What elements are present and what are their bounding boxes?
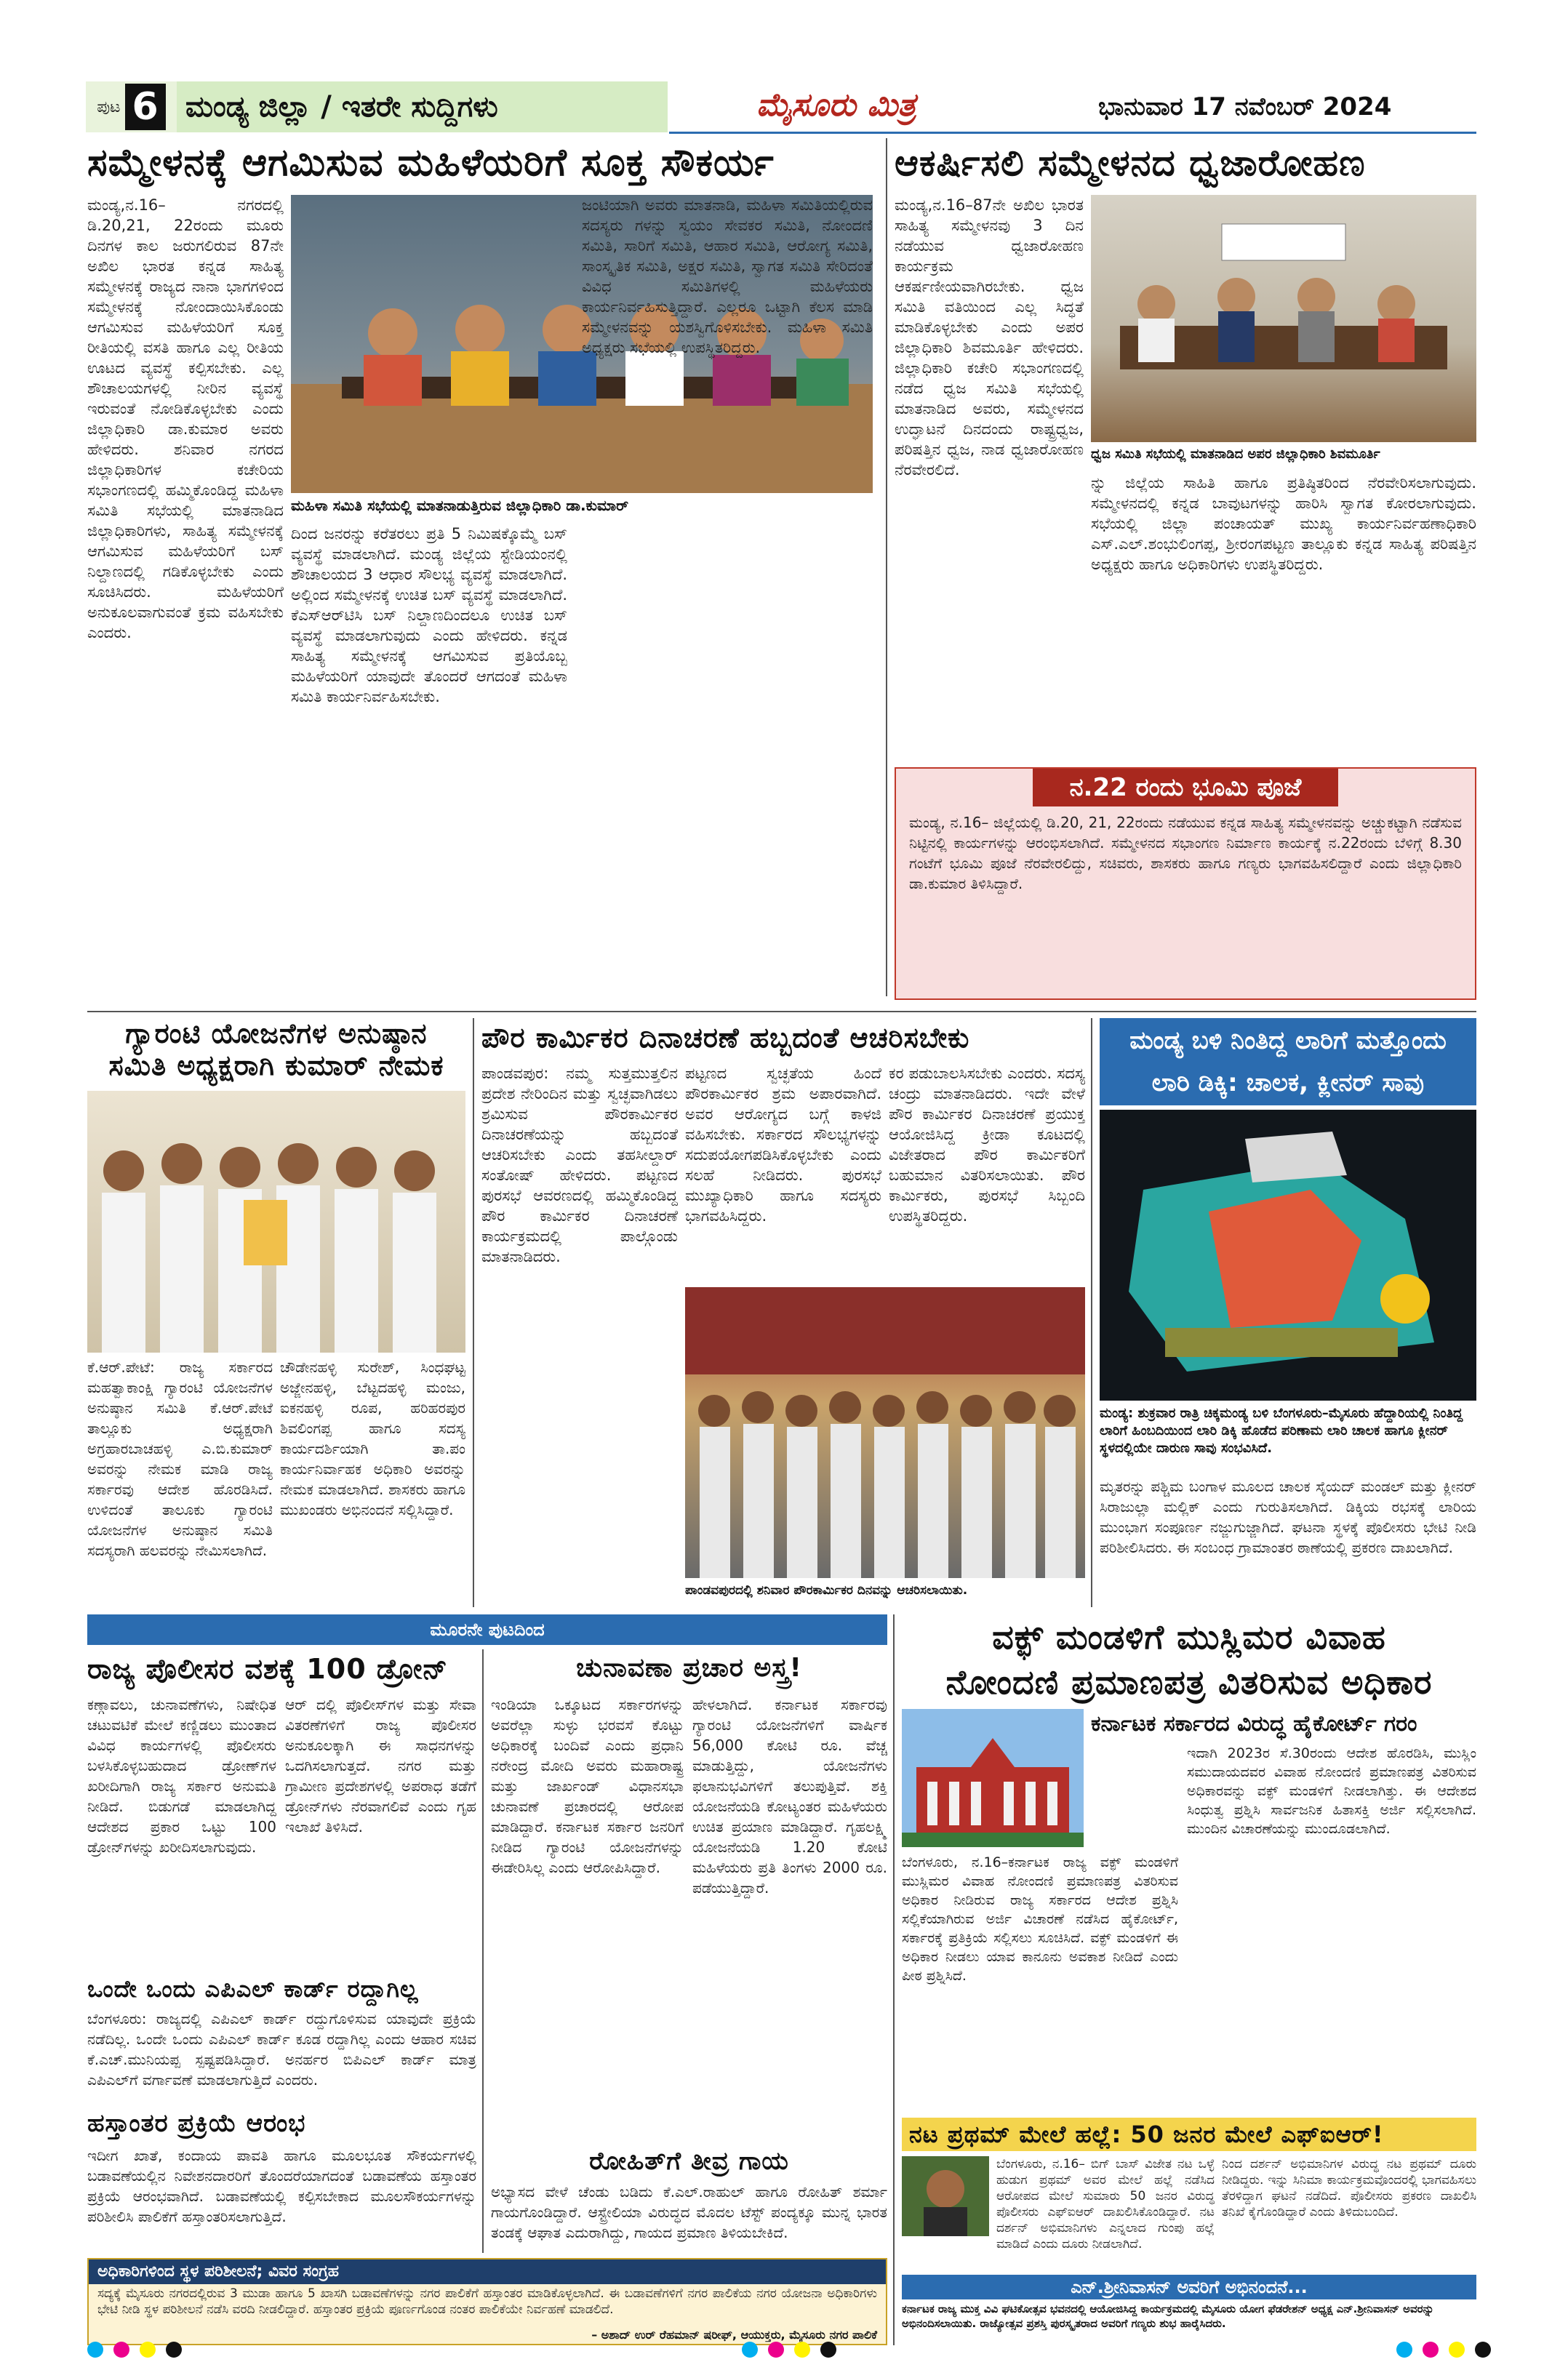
flag-meeting-graphic [1091,195,1476,442]
quote-box-body: ಸದ್ಯಕ್ಕೆ ಮೈಸೂರು ನಗರದಲ್ಲಿರುವ 3 ಮುಡಾ ಹಾಗೂ 5 ಖಾಸಗಿ ಬಡಾವಣೆಗಳನ್ನು ನಗರ ಪಾಲಿಕೆಗೆ ಹಸ್ತಾಂತರ ಮಾಡಿಕೊಳ್ಳಲಾಗಿದೆ. ಈ ಬಡಾವಣೆಗಳಿಗೆ ನಗರ ಪಾಲಿಕೆಯ ನಗರ ಯೋಜನಾ ಅಧಿಕಾರಿಗಳು ಭೇಟಿ ನೀಡಿ ಸ್ಥಳ ಪರಿಶೀಲನೆ ನಡೆಸಿ ವರದಿ ನೀಡಲಿದ್ದಾರೆ. ಹಸ್ತಾಂತರ ಪ್ರಕ್ರಿಯೆ ಪೂರ್ಣಗೊಂಡ ನಂತರ ಪಾಲಿಕೆಯೇ ನಿರ್ವಹಣೆ ಮಾಡಲಿದೆ. [97,2286,877,2317]
column-divider [482,1649,484,2253]
story1-column-3: ಜಂಟಿಯಾಗಿ ಅವರು ಮಾತನಾಡಿ, ಮಹಿಳಾ ಸಮಿತಿಯಲ್ಲಿರುವ ಸದಸ್ಯರು ಗಳನ್ನು ಸ್ವಯಂ ಸೇವಕರ ಸಮಿತಿ, ನೋಂದಣಿ ಸಮಿತಿ, ಸಾರಿಗೆ ಸಮಿತಿ, ಆಹಾರ ಸಮಿತಿ, ಆರೋಗ್ಯ ಸಮಿತಿ, ಸಾಂಸ್ಕೃತಿಕ ಸಮಿತಿ, ಅಕ್ಷರ ಸಮಿತಿ, ಸ್ವಾಗತ ಸಮಿತಿ ಸೇರಿದಂತೆ ವಿವಿಧ ಸಮಿತಿಗಳಲ್ಲಿ ಮಹಿಳೆಯರು ಕಾರ್ಯನಿರ್ವಹಿಸುತ್ತಿದ್ದಾರೆ. ಎಲ್ಲರೂ ಒಟ್ಟಾಗಿ ಕೆಲಸ ಮಾಡಿ ಸಮ್ಮೇಳನವನ್ನು ಯಶಸ್ವಿಗೊಳಿಸಬೇಕು. ಮಹಿಳಾ ಸಮಿತಿ ಅಧ್ಯಕ್ಷರು ಸಭೆಯಲ್ಲಿ ಉಪಸ್ಥಿತರಿದ್ದರು. [582,196,873,356]
column-divider [886,138,887,996]
column-divider [473,1018,474,1607]
story1-column-2: ದಿಂದ ಜನರನ್ನು ಕರೆತರಲು ಪ್ರತಿ 5 ನಿಮಿಷಕ್ಕೊಮ್ಮೆ ಬಸ್ ವ್ಯವಸ್ಥೆ ಮಾಡಲಾಗಿದೆ. ಮಂಡ್ಯ ಜಿಲ್ಲೆಯ ಸ್ಟೇಡಿಯಂನಲ್ಲಿ ಶೌಚಾಲಯದ 3 ಆಧಾರ ಸೌಲಭ್ಯ ವ್ಯವಸ್ಥೆ ಮಾಡಲಾಗಿದೆ. ಅಲ್ಲಿಂದ ಸಮ್ಮೇಳನಕ್ಕೆ ಉಚಿತ ಬಸ್ ವ್ಯವಸ್ಥೆ ಮಾಡಲಾಗಿದೆ. ಕೆಎಸ್‌ಆರ್‌ಟಿಸಿ ಬಸ್ ನಿಲ್ದಾಣದಿಂದಲೂ ಉಚಿತ ಬಸ್ ವ್ಯವಸ್ಥೆ ಮಾಡಲಾಗುವುದು ಎಂದು ಹೇಳಿದರು. ಕನ್ನಡ ಸಾಹಿತ್ಯ ಸಮ್ಮೇಳನಕ್ಕೆ ಆಗಮಿಸುವ ಪ್ರತಿಯೊಬ್ಬ ಮಹಿಳೆಯರಿಗೆ ಯಾವುದೇ ತೊಂದರೆ ಆಗದಂತೆ ಮಹಿಳಾ ಸಮಿತಿ ಕಾರ್ಯನಿರ್ವಹಿಸಬೇಕು. [291,525,567,705]
headline-waqf-marriage [902,1614,1476,1705]
registration-dots-center [742,2342,836,2358]
story4-column-1: ಪಾಂಡವಪುರ: ನಮ್ಮ ಸುತ್ತಮುತ್ತಲಿನ ಪ್ರದೇಶ ನೇರಿಂದಿನ ಮತ್ತು ಸ್ವಚ್ಛವಾಗಿಡಲು ಶ್ರಮಿಸುವ ಪೌರಕಾರ್ಮಿಕರ ದಿನಾಚರಣೆಯನ್ನು ಹಬ್ಬದಂತೆ ಆಚರಿಸಬೇಕು ಎಂದು ತಹಸೀಲ್ದಾರ್ ಸಂತೋಷ್ ಹೇಳಿದರು. ಪಟ್ಟಣದ ಪುರಸಭೆ ಆವರಣದಲ್ಲಿ ಹಮ್ಮಿಕೊಂಡಿದ್ದ ಪೌರ ಕಾರ್ಮಿಕರ ದಿನಾಚರಣೆ ಕಾರ್ಯಕ್ರಮದಲ್ಲಿ ಪಾಲ್ಗೊಂಡು ಮಾತನಾಡಿದರು. [481,1065,678,1265]
pourakarmika-photo-graphic [685,1287,1085,1578]
registration-dot [742,2342,758,2358]
story1-column-1: ಮಂಡ್ಯ,ನ.16– ನಗರದಲ್ಲಿ ಡಿ.20,21, 22ರಂದು ಮೂರು ದಿನಗಳ ಕಾಲ ಜರುಗಲಿರುವ 87ನೇ ಅಖಿಲ ಭಾರತ ಕನ್ನಡ ಸಾಹಿತ್ಯ ಸಮ್ಮೇಳನಕ್ಕೆ ರಾಜ್ಯದ ನಾನಾ ಭಾಗಗಳಿಂದ ಸಮ್ಮೇಳನಕ್ಕೆ ನೋಂದಾಯಿಸಿಕೊಂಡು ಆಗಮಿಸುವ ಮಹಿಳೆಯರಿಗೆ ಸೂಕ್ತ ರೀತಿಯಲ್ಲಿ ವಸತಿ ಹಾಗೂ ಎಲ್ಲ ರೀತಿಯ ಊಟದ ವ್ಯವಸ್ಥೆ ಕಲ್ಪಿಸಬೇಕು. ಎಲ್ಲ ಶೌಚಾಲಯಗಳಲ್ಲಿ ನೀರಿನ ವ್ಯವಸ್ಥೆ ಇರುವಂತೆ ನೋಡಿಕೊಳ್ಳಬೇಕು ಎಂದು ಜಿಲ್ಲಾಧಿಕಾರಿ ಡಾ.ಕುಮಾರ ಅವರು ಹೇಳಿದರು. ಶನಿವಾರ ನಗರದ ಜಿಲ್ಲಾಧಿಕಾರಿಗಳ ಕಚೇರಿಯ ಸಭಾಂಗಣದಲ್ಲಿ ಹಮ್ಮಿಕೊಂಡಿದ್ದ ಮಹಿಳಾ ಸಮಿತಿ ಸಭೆಯಲ್ಲಿ ಮಾತನಾಡಿದ ಜಿಲ್ಲಾಧಿಕಾರಿಗಳು, ಸಾಹಿತ್ಯ ಸಮ್ಮೇಳನಕ್ಕೆ ಆಗಮಿಸುವ ಮಹಿಳೆಯರಿಗೆ ಬಸ್ ನಿಲ್ದಾಣದಲ್ಲಿ ಗಡಿಕೊಳ್ಳಬೇಕು ಎಂದು ಸೂಚಿಸಿದರು. ಮಹಿಳೆಯರಿಗೆ ಅನುಕೂಲವಾಗುವಂತೆ ಕ್ರಮ ವಹಿಸಬೇಕು ಎಂದರು. [87,196,284,641]
registration-dot [1423,2342,1439,2358]
registration-dot [166,2342,182,2358]
headline-handover-process: ಹಸ್ತಾಂತರ ಪ್ರಕ್ರಿಯೆ ಆರಂಭ [87,2109,306,2138]
mooraneya-banner [87,1614,887,1645]
story12-column-2: ನಿಂದ ದರ್ಶನ್ ಅಭಿಮಾನಿಗಳ ವಿರುದ್ಧ ನಟ ಪ್ರಥಮ್ ದೂರು ನೀಡಿದ್ದರು. ಇನ್ನು ಸಿನಿಮಾ ಕಾರ್ಯಕ್ರಮವೊಂದರಲ್ಲಿ ಭಾಗವಹಿಸಲು ತೆರಳಿದ್ದಾಗ ಘಟನೆ ನಡೆದಿದೆ. ಪೊಲೀಸರು ಪ್ರಕರಣ ದಾಖಲಿಸಿ ತನಿಖೆ ಕೈಗೊಂಡಿದ್ದಾರೆ ಎಂದು ತಿಳಿದುಬಂದಿದೆ. [1222,2157,1476,2219]
quote-box-title: ಅಧಿಕಾರಿಗಳಿಂದ ಸ್ಥಳ ಪರಿಶೀಲನೆ; ವಿವರ ಸಂಗ್ರಹ [89,2259,886,2284]
story8-body: ಇದೀಗ ಖಾತೆ, ಕಂದಾಯ ಪಾವತಿ ಹಾಗೂ ಮೂಲಭೂತ ಸೌಕರ್ಯಗಳಲ್ಲಿ ಬಡಾವಣೆಯಲ್ಲಿನ ನಿವೇಶನದಾರರಿಗೆ ತೊಂದರೆಯಾಗದಂತೆ ಬಡಾವಣೆಯ ಹಸ್ತಾಂತರ ಪ್ರಕ್ರಿಯೆ ಆರಂಭವಾಗಿದೆ. ಬಡಾವಣೆಯಲ್ಲಿ ಕಲ್ಪಿಸಬೇಕಾದ ಮೂಲಸೌಕರ್ಯಗಳನ್ನು ಪರಿಶೀಲಿಸಿ ಪಾಲಿಕೆಗೆ ಹಸ್ತಾಂತರಿಸಲಾಗುತ್ತಿದೆ. [87,2147,476,2225]
headline-flag-hoisting: ಆಕರ್ಷಿಸಲಿ ಸಮ್ಮೇಳನದ ಧ್ವಜಾರೋಹಣ [895,142,1366,184]
story9-column-2: ಹೇಳಲಾಗಿದೆ. ಕರ್ನಾಟಕ ಸರ್ಕಾರವು ಗ್ಯಾರಂಟಿ ಯೋಜನೆಗಳಿಗೆ ವಾರ್ಷಿಕ 56,000 ಕೋಟಿ ರೂ. ವೆಚ್ಚ ಮಾಡುತ್ತಿದ್ದು, ಯೋಜನೆಗಳು ಫಲಾನುಭವಿಗಳಿಗೆ ತಲುಪುತ್ತಿವೆ. ಶಕ್ತಿ ಯೋಜನೆಯಡಿ ಕೋಟ್ಯಂತರ ಮಹಿಳೆಯರು ಉಚಿತ ಪ್ರಯಾಣ ಮಾಡಿದ್ದಾರೆ. ಗೃಹಲಕ್ಷ್ಮಿ ಯೋಜನೆಯಡಿ 1.20 ಕೋಟಿ ಮಹಿಳೆಯರು ಪ್ರತಿ ತಿಂಗಳು 2000 ರೂ. ಪಡೆಯುತ್ತಿದ್ದಾರೆ. [692,1696,887,1897]
page-number-badge [86,81,177,132]
bhoomi-pooja-body: ಮಂಡ್ಯ, ನ.16– ಜಿಲ್ಲೆಯಲ್ಲಿ ಡಿ.20, 21, 22ರಂದು ನಡೆಯುವ ಕನ್ನಡ ಸಾಹಿತ್ಯ ಸಮ್ಮೇಳನವನ್ನು ಅಚ್ಚುಕಟ್ಟಾಗಿ ನಡೆಸುವ ನಿಟ್ಟಿನಲ್ಲಿ ಕಾರ್ಯಗಳನ್ನು ಆರಂಭಿಸಲಾಗಿದೆ. ಸಮ್ಮೇಳನದ ಸಭಾಂಗಣ ನಿರ್ಮಾಣ ಕಾರ್ಯಕ್ಕೆ ನ.22ರಂದು ಬೆಳಿಗ್ಗೆ 8.30 ಗಂಟೆಗೆ ಭೂಮಿ ಪೂಜೆ ನೆರವೇರಲಿದ್ದು, ಸಚಿವರು, ಶಾಸಕರು ಹಾಗೂ ಗಣ್ಯರು ಭಾಗವಹಿಸಲಿದ್ದಾರೆ ಎಂದು ಜಿಲ್ಲಾಧಿಕಾರಿ ಡಾ.ಕುಮಾರ ತಿಳಿಸಿದ್ದಾರೆ. [909,814,1462,892]
registration-dot [1475,2342,1491,2358]
story3-column-1: ಕೆ.ಆರ್.ಪೇಟೆ: ರಾಜ್ಯ ಸರ್ಕಾರದ ಮಹತ್ವಾಕಾಂಕ್ಷಿ ಗ್ಯಾರಂಟಿ ಯೋಜನೆಗಳ ಅನುಷ್ಠಾನ ಸಮಿತಿ ಕೆ.ಆರ್.ಪೇಟೆ ತಾಲ್ಲೂಕು ಅಧ್ಯಕ್ಷರಾಗಿ ಅಗ್ರಹಾರಬಾಚಹಳ್ಳಿ ಎ.ಬಿ.ಕುಮಾರ್ ಅವರನ್ನು ನೇಮಕ ಮಾಡಿ ರಾಜ್ಯ ಸರ್ಕಾರವು ಆದೇಶ ಹೊರಡಿಸಿದೆ. ಉಳಿದಂತೆ ತಾಲೂಕು ಗ್ಯಾರಂಟಿ ಯೋಜನೆಗಳ ಅನುಷ್ಠಾನ ಸಮಿತಿ ಸದಸ್ಯರಾಗಿ ಹಲವರನ್ನು ನೇಮಿಸಲಾಗಿದೆ. [87,1358,273,1559]
story9-column-1: ಇಂಡಿಯಾ ಒಕ್ಕೂಟದ ಸರ್ಕಾರಗಳನ್ನು ಅವರೆಲ್ಲಾ ಸುಳ್ಳು ಭರವಸೆ ಕೊಟ್ಟು ಅಧಿಕಾರಕ್ಕೆ ಬಂದಿವೆ ಎಂದು ಪ್ರಧಾನಿ ನರೇಂದ್ರ ಮೋದಿ ಅವರು ಮಹಾರಾಷ್ಟ್ರ ಮತ್ತು ಜಾರ್ಖಂಡ್ ವಿಧಾನಸಭಾ ಚುನಾವಣೆ ಪ್ರಚಾರದಲ್ಲಿ ಆರೋಪ ಮಾಡಿದ್ದಾರೆ. ಕರ್ನಾಟಕ ಸರ್ಕಾರ ಜನರಿಗೆ ನೀಡಿದ ಗ್ಯಾರಂಟಿ ಯೋಜನೆಗಳನ್ನು ಈಡೇರಿಸಿಲ್ಲ ಎಂದು ಆರೋಪಿಸಿದ್ದಾರೆ. [491,1696,684,1876]
registration-dot [1449,2342,1465,2358]
high-court-graphic [902,1709,1084,1847]
photo-caption-flag-committee: ಧ್ವಜ ಸಮಿತಿ ಸಭೆಯಲ್ಲಿ ಮಾತನಾಡಿದ ಅಪರ ಜಿಲ್ಲಾಧಿಕಾರಿ ಶಿವಮೂರ್ತಿ [1091,447,1380,462]
photo-pourakarmika-group [685,1287,1085,1578]
actor-portrait-graphic [902,2156,989,2236]
photo-guarantee-group [87,1091,465,1353]
story11-column-2: ಇದಾಗಿ 2023ರ ಸೆ.30ರಂದು ಆದೇಶ ಹೊರಡಿಸಿ, ಮುಸ್ಲಿಂ ಸಮುದಾಯದವರ ವಿವಾಹ ನೋಂದಣಿ ಪ್ರಮಾಣಪತ್ರ ವಿತರಿಸುವ ಅಧಿಕಾರವನ್ನು ವಕ್ಫ್ ಮಂಡಳಿಗೆ ನೀಡಲಾಗಿತ್ತು. ಈ ಆದೇಶದ ಸಿಂಧುತ್ವ ಪ್ರಶ್ನಿಸಿ ಸಾರ್ವಜನಿಕ ಹಿತಾಸಕ್ತಿ ಅರ್ಜಿ ಸಲ್ಲಿಸಲಾಗಿದೆ. ಮುಂದಿನ ವಿಚಾರಣೆಯನ್ನು ಮುಂದೂಡಲಾಗಿದೆ. [1187,1745,1476,1837]
registration-dots-right [1396,2342,1491,2358]
headline-line-1: ವಕ್ಫ್ ಮಂಡಳಿಗೆ ಮುಸ್ಲಿಮರ ವಿವಾಹ [992,1617,1386,1657]
page-label: ಪುಟ [97,97,121,116]
bhoomi-pooja-headline: ನ.22 ರಂದು ಭೂಮಿ ಪೂಜೆ [1033,769,1338,806]
photo-caption-women-committee: ಮಹಿಳಾ ಸಮಿತಿ ಸಭೆಯಲ್ಲಿ ಮಾತನಾಡುತ್ತಿರುವ ಜಿಲ್ಲಾಧಿಕಾರಿ ಡಾ.ಕುಮಾರ್ [291,497,629,514]
column-divider [1091,1018,1092,1607]
photo-caption-pourakarmika: ಪಾಂಡವಪುರದಲ್ಲಿ ಶನಿವಾರ ಪೌರಕಾರ್ಮಿಕರ ದಿನವನ್ನು ಆಚರಿಸಲಾಯಿತು. [685,1583,968,1598]
registration-dot [87,2342,103,2358]
quote-box-signature: – ಅಶಾದ್ ಉರ್ ರೆಹಮಾನ್ ಷರೀಫ್, ಆಯುಕ್ತರು, ಮೈಸೂರು ನಗರ ಪಾಲಿಕೆ [591,2328,877,2342]
registration-dot [140,2342,156,2358]
header-rule [669,132,1476,134]
section-divider [87,1011,1476,1012]
officer-quote-box [87,2258,887,2345]
headline-election-weapon: ಚುನಾವಣಾ ಪ್ರಚಾರ ಅಸ್ತ್ರ! [576,1653,802,1683]
story3-column-2: ಚೌಡೇನಹಳ್ಳಿ ಸುರೇಶ್, ಸಿಂಧಘಟ್ಟ ಅಜ್ಜೇನಹಳ್ಳಿ, ಬೆಟ್ಟದಹಳ್ಳಿ ಮಂಜು, ಐಕನಹಳ್ಳಿ ರೂಪ, ಹರಿಹರಪುರ ಶಿವಲಿಂಗಪ್ಪ ಹಾಗೂ ಸದಸ್ಯ ಕಾರ್ಯದರ್ಶಿಯಾಗಿ ತಾ.ಪಂ ಕಾರ್ಯನಿರ್ವಾಹಕ ಅಧಿಕಾರಿ ಅವರನ್ನು ನೇಮಕ ಮಾಡಲಾಗಿದೆ. ಶಾಸಕರು ಹಾಗೂ ಮುಖಂಡರು ಅಭಿನಂದನೆ ಸಲ್ಲಿಸಿದ್ದಾರೆ. [280,1358,465,1518]
story4-column-3: ಕರ ಪಡುಬಾಲಸಿಸಬೇಕು ಎಂದರು. ಸದಸ್ಯ ಚಂದ್ರು ಮಾತನಾಡಿದರು. ಇದೇ ವೇಳೆ ಪೌರ ಕಾರ್ಮಿಕರ ದಿನಾಚರಣೆ ಪ್ರಯುಕ್ತ ಆಯೋಜಿಸಿದ್ದ ಕ್ರೀಡಾ ಕೂಟದಲ್ಲಿ ವಿಜೇತರಾದ ಪೌರ ಕಾರ್ಮಿಕರಿಗೆ ಬಹುಮಾನ ವಿತರಿಸಲಾಯಿತು. ಪೌರ ಕಾರ್ಮಿಕರು, ಪುರಸಭೆ ಸಿಬ್ಬಂದಿ ಉಪಸ್ಥಿತರಿದ್ದರು. [889,1065,1085,1225]
photo-caption-felicitation: ಕರ್ನಾಟಕ ರಾಜ್ಯ ಮುಕ್ತ ವಿವಿ ಘಟಿಕೋತ್ಸವ ಭವನದಲ್ಲಿ ಆಯೋಜಿಸಿದ್ದ ಕಾರ್ಯಕ್ರಮದಲ್ಲಿ ಮೈಸೂರು ಯೋಗ ಫೆಡರೇಶನ್ ಅಧ್ಯಕ್ಷ ಎನ್.ಶ್ರೀನಿವಾಸನ್ ಅವರನ್ನು ಅಭಿನಂದಿಸಲಾಯಿತು. ರಾಜ್ಯೋತ್ಸವ ಪ್ರಶಸ್ತಿ ಪುರಸ್ಕೃತರಾದ ಅವರಿಗೆ ಗಣ್ಯರು ಶುಭ ಹಾರೈಸಿದರು. [902,2302,1434,2330]
story4-column-2: ಪಟ್ಟಣದ ಸ್ವಚ್ಛತೆಯ ಹಿಂದೆ ಪೌರಕಾರ್ಮಿಕರ ಶ್ರಮ ಅಪಾರವಾಗಿದೆ. ಅವರ ಆರೋಗ್ಯದ ಬಗ್ಗೆ ಕಾಳಜಿ ವಹಿಸಬೇಕು. ಸರ್ಕಾರದ ಸೌಲಭ್ಯಗಳನ್ನು ಸದುಪಯೋಗಪಡಿಸಿಕೊಳ್ಳಬೇಕು ಎಂದು ಸಲಹೆ ನೀಡಿದರು. ಪುರಸಭೆ ಮುಖ್ಯಾಧಿಕಾರಿ ಹಾಗೂ ಸದಸ್ಯರು ಭಾಗವಹಿಸಿದ್ದರು. [685,1065,881,1225]
story2-column-1: ಮಂಡ್ಯ,ನ.16–87ನೇ ಅಖಿಲ ಭಾರತ ಸಾಹಿತ್ಯ ಸಮ್ಮೇಳನವು 3 ದಿನ ನಡೆಯುವ ಧ್ವಜಾರೋಹಣ ಕಾರ್ಯಕ್ರಮ ಆಕರ್ಷಣೀಯವಾಗಿರಬೇಕು. ಧ್ವಜ ಸಮಿತಿ ವತಿಯಿಂದ ಎಲ್ಲ ಸಿದ್ಧತೆ ಮಾಡಿಕೊಳ್ಳಬೇಕು ಎಂದು ಅಪರ ಜಿಲ್ಲಾಧಿಕಾರಿ ಶಿವಮೂರ್ತಿ ಹೇಳಿದರು. ಜಿಲ್ಲಾಧಿಕಾರಿ ಕಚೇರಿ ಸಭಾಂಗಣದಲ್ಲಿ ನಡೆದ ಧ್ವಜ ಸಮಿತಿ ಸಭೆಯಲ್ಲಿ ಮಾತನಾಡಿದ ಅವರು, ಸಮ್ಮೇಳನದ ಉದ್ಘಾಟನೆ ದಿನದಂದು ರಾಷ್ಟ್ರಧ್ವಜ, ಪರಿಷತ್ತಿನ ಧ್ವಜ, ನಾಡ ಧ್ವಜಾರೋಹಣ ನೆರವೇರಲಿದೆ. [895,196,1084,479]
group-photo-graphic [87,1091,465,1353]
headline-women-facilities: ಸಮ್ಮೇಳನಕ್ಕೆ ಆಗಮಿಸುವ ಮಹಿಳೆಯರಿಗೆ ಸೂಕ್ತ ಸೌಕರ್ಯ [87,141,775,185]
masthead: ಮೈಸೂರು ಮಿತ್ರ [756,87,916,124]
registration-dot [794,2342,810,2358]
registration-dot [113,2342,129,2358]
bhoomi-pooja-box [895,767,1476,1000]
registration-dot [820,2342,836,2358]
story11-column-1: ಬೆಂಗಳೂರು, ನ.16–ಕರ್ನಾಟಕ ರಾಜ್ಯ ವಕ್ಫ್ ಮಂಡಳಿಗೆ ಮುಸ್ಲಿಮರ ವಿವಾಹ ನೋಂದಣಿ ಪ್ರಮಾಣಪತ್ರ ವಿತರಿಸುವ ಅಧಿಕಾರ ನೀಡಿರುವ ರಾಜ್ಯ ಸರ್ಕಾರದ ಆದೇಶ ಪ್ರಶ್ನಿಸಿ ಸಲ್ಲಿಕೆಯಾಗಿರುವ ಅರ್ಜಿ ವಿಚಾರಣೆ ನಡೆಸಿದ ಹೈಕೋರ್ಟ್, ಸರ್ಕಾರಕ್ಕೆ ಪ್ರತಿಕ್ರಿಯೆ ಸಲ್ಲಿಸಲು ಸೂಚಿಸಿದೆ. ವಕ್ಫ್ ಮಂಡಳಿಗೆ ಈ ಅಧಿಕಾರ ನೀಡಲು ಯಾವ ಕಾನೂನು ಅವಕಾಶ ನೀಡಿದೆ ಎಂದು ಪೀಠ ಪ್ರಶ್ನಿಸಿದೆ. [902,1854,1178,1984]
photo-lorry-accident [1100,1110,1476,1401]
headline-line-2: ನೋಂದಣಿ ಪ್ರಮಾಣಪತ್ರ ವಿತರಿಸುವ ಅಧಿಕಾರ [945,1662,1433,1702]
headline-rohit-injury: ರೋಹಿತ್‌ಗೆ ತೀವ್ರ ಗಾಯ [589,2147,789,2176]
story2-column-2: ನ್ನು ಜಿಲ್ಲೆಯ ಸಾಹಿತಿ ಹಾಗೂ ಪ್ರತಿಷ್ಠಿತರಿಂದ ನೆರವೇರಿಸಲಾಗುವುದು. ಸಮ್ಮೇಳನದಲ್ಲಿ ಕನ್ನಡ ಬಾವುಟಗಳನ್ನು ಹಾರಿಸಿ ಸ್ವಾಗತ ಕೋರಲಾಗುವುದು. ಸಭೆಯಲ್ಲಿ ಜಿಲ್ಲಾ ಪಂಚಾಯತ್ ಮುಖ್ಯ ಕಾರ್ಯನಿರ್ವಹಣಾಧಿಕಾರಿ ಎಸ್.ಎಲ್.ಶಂಭುಲಿಂಗಪ್ಪ, ಶ್ರೀರಂಗಪಟ್ಟಣ ತಾಲ್ಲೂಕು ಕನ್ನಡ ಸಾಹಿತ್ಯ ಪರಿಷತ್ತಿನ ಅಧ್ಯಕ್ಷರು ಹಾಗೂ ಅಧಿಕಾರಿಗಳು ಉಪಸ್ಥಿತರಿದ್ದರು. [1091,474,1476,573]
accident-photo-graphic [1100,1110,1476,1401]
story12-column-1: ಬೆಂಗಳೂರು, ನ.16– ಬಿಗ್ ಬಾಸ್ ವಿಜೇತ ನಟ ಒಳ್ಳೆ ಹುಡುಗ ಪ್ರಥಮ್ ಅವರ ಮೇಲೆ ಹಲ್ಲೆ ನಡೆಸಿದ ಆರೋಪದ ಮೇಲೆ ಸುಮಾರು 50 ಜನರ ವಿರುದ್ಧ ಪೊಲೀಸರು ಎಫ್‌ಐಆರ್ ದಾಖಲಿಸಿಕೊಂಡಿದ್ದಾರೆ. ನಟ ದರ್ಶನ್ ಅಭಿಮಾನಿಗಳು ಎನ್ನಲಾದ ಗುಂಪು ಹಲ್ಲೆ ಮಾಡಿದೆ ಎಂದು ದೂರು ನೀಡಲಾಗಿದೆ. [996,2157,1215,2251]
story10-body: ಅಭ್ಯಾಸದ ವೇಳೆ ಚೆಂಡು ಬಡಿದು ಕೆ.ಎಲ್.ರಾಹುಲ್ ಹಾಗೂ ರೋಹಿತ್ ಶರ್ಮಾ ಗಾಯಗೊಂಡಿದ್ದಾರೆ. ಆಸ್ಟ್ರೇಲಿಯಾ ವಿರುದ್ಧದ ಮೊದಲ ಟೆಸ್ಟ್ ಪಂದ್ಯಕ್ಕೂ ಮುನ್ನ ಭಾರತ ತಂಡಕ್ಕೆ ಆಘಾತ ಎದುರಾಗಿದ್ದು, ಗಾಯದ ಪ್ರಮಾಣ ತಿಳಿಯಬೇಕಿದೆ. [491,2183,887,2241]
mooraneya-label: ಮೂರನೇ ಪುಟದಿಂದ [430,1620,545,1640]
registration-dots-left [87,2342,182,2358]
column-divider [893,1614,895,2345]
headline-police-drones: ರಾಜ್ಯ ಪೊಲೀಸರ ವಶಕ್ಕೆ 100 ಡ್ರೋನ್ [87,1653,448,1685]
headline-line-1: ಗ್ಯಾರಂಟಿ ಯೋಜನೆಗಳ ಅನುಷ್ಠಾನ [125,1017,428,1049]
registration-dot [768,2342,784,2358]
headline-srinivasan-felicitation: ಎನ್.ಶ್ರೀನಿವಾಸನ್ ಅವರಿಗೆ ಅಭಿನಂದನೆ... [902,2275,1476,2299]
headline-lorry-accident: ಮಂಡ್ಯ ಬಳಿ ನಿಂತಿದ್ದ ಲಾರಿಗೆ ಮತ್ತೊಂದು ಲಾರಿ ಡಿಕ್ಕಿ: ಚಾಲಕ, ಕ್ಲೀನರ್ ಸಾವು [1100,1018,1476,1105]
story7-body: ಬೆಂಗಳೂರು: ರಾಜ್ಯದಲ್ಲಿ ಎಪಿಎಲ್ ಕಾರ್ಡ್ ರದ್ದುಗೊಳಿಸುವ ಯಾವುದೇ ಪ್ರಕ್ರಿಯೆ ನಡೆದಿಲ್ಲ. ಒಂದೇ ಒಂದು ಎಪಿಎಲ್ ಕಾರ್ಡ್ ಕೂಡ ರದ್ದಾಗಿಲ್ಲ ಎಂದು ಆಹಾರ ಸಚಿವ ಕೆ.ಎಚ್.ಮುನಿಯಪ್ಪ ಸ್ಪಷ್ಟಪಡಿಸಿದ್ದಾರೆ. ಅನರ್ಹರ ಬಿಪಿಎಲ್ ಕಾರ್ಡ್ ಮಾತ್ರ ಎಪಿಎಲ್‌ಗೆ ವರ್ಗಾವಣೆ ಮಾಡಲಾಗುತ್ತಿದೆ ಎಂದರು. [87,2010,476,2089]
headline-pourakarmika-day: ಪೌರ ಕಾರ್ಮಿಕರ ದಿನಾಚರಣೆ ಹಬ್ಬದಂತೆ ಆಚರಿಸಬೇಕು [481,1022,970,1054]
headline-guarantee-committee [87,1018,465,1081]
photo-caption-lorry-accident: ಮಂಡ್ಯ: ಶುಕ್ರವಾರ ರಾತ್ರಿ ಚಿಕ್ಕಮಂಡ್ಯ ಬಳಿ ಬೆಂಗಳೂರು–ಮೈಸೂರು ಹೆದ್ದಾರಿಯಲ್ಲಿ ನಿಂತಿದ್ದ ಲಾರಿಗೆ ಹಿಂಬದಿಯಿಂದ ಲಾರಿ ಡಿಕ್ಕಿ ಹೊಡೆದ ಪರಿಣಾಮ ಲಾರಿ ಚಾಲಕ ಹಾಗೂ ಕ್ಲೀನರ್ ಸ್ಥಳದಲ್ಲಿಯೇ ದಾರುಣ ಸಾವು ಸಂಭವಿಸಿದೆ. [1100,1406,1463,1456]
story5-body: ಮೃತರನ್ನು ಪಶ್ಚಿಮ ಬಂಗಾಳ ಮೂಲದ ಚಾಲಕ ಸೈಯದ್ ಮಂಡಲ್ ಮತ್ತು ಕ್ಲೀನರ್ ಸಿರಾಜುಲ್ಲಾ ಮಲ್ಲಿಕ್ ಎಂದು ಗುರುತಿಸಲಾಗಿದೆ. ಡಿಕ್ಕಿಯ ರಭಸಕ್ಕೆ ಲಾರಿಯ ಮುಂಭಾಗ ಸಂಪೂರ್ಣ ನಜ್ಜುಗುಜ್ಜಾಗಿದೆ. ಘಟನಾ ಸ್ಥಳಕ್ಕೆ ಪೊಲೀಸರು ಭೇಟಿ ನೀಡಿ ಪರಿಶೀಲಿಸಿದರು. ಈ ಸಂಬಂಧ ಗ್ರಾಮಾಂತರ ಠಾಣೆಯಲ್ಲಿ ಪ್ರಕರಣ ದಾಖಲಾಗಿದೆ. [1100,1478,1476,1556]
registration-dot [1396,2342,1412,2358]
story6-column-2: ಆರ್ ದಲ್ಲಿ ಪೊಲೀಸ್‌ಗಳ ಮತ್ತು ಸೇವಾ ವಿತರಣೆಗಳಿಗೆ ರಾಜ್ಯ ಪೊಲೀಸರ ಅನುಕೂಲಕ್ಕಾಗಿ ಈ ಸಾಧನಗಳನ್ನು ಒದಗಿಸಲಾಗುತ್ತದೆ. ನಗರ ಮತ್ತು ಗ್ರಾಮೀಣ ಪ್ರದೇಶಗಳಲ್ಲಿ ಅಪರಾಧ ತಡೆಗೆ ಡ್ರೋನ್‌ಗಳು ನೆರವಾಗಲಿವೆ ಎಂದು ಗೃಹ ಇಲಾಖೆ ತಿಳಿಸಿದೆ. [285,1696,476,1835]
subhead-high-court: ಕರ್ನಾಟಕ ಸರ್ಕಾರದ ವಿರುದ್ಧ ಹೈಕೋರ್ಟ್ ಗರಂ [1091,1711,1417,1737]
issue-date: ಭಾನುವಾರ 17 ನವೆಂಬರ್ 2024 [1098,92,1392,121]
photo-actor-pratham [902,2156,989,2236]
headline-apl-card: ಒಂದೇ ಒಂದು ಎಪಿಎಲ್ ಕಾರ್ಡ್ ರದ್ದಾಗಿಲ್ಲ [87,1975,419,2003]
photo-flag-committee-meeting [1091,195,1476,442]
headline-pratham-assault: ನಟ ಪ್ರಥಮ್ ಮೇಲೆ ಹಲ್ಲೆ: 50 ಜನರ ಮೇಲೆ ಎಫ್‌ಐಆರ್! [902,2118,1476,2151]
page-number: 6 [125,84,166,130]
photo-high-court-building [902,1709,1084,1847]
headline-line-2: ಸಮಿತಿ ಅಧ್ಯಕ್ಷರಾಗಿ ಕುಮಾರ್ ನೇಮಕ [108,1049,444,1081]
section-title: ಮಂಡ್ಯ ಜಿಲ್ಲಾ / ಇತರೇ ಸುದ್ದಿಗಳು [185,90,498,124]
story6-column-1: ಕಣ್ಗಾವಲು, ಚುನಾವಣೆಗಳು, ನಿಷೇಧಿತ ಚಟುವಟಿಕೆ ಮೇಲೆ ಕಣ್ಣಿಡಲು ಮುಂತಾದ ವಿವಿಧ ಕಾರ್ಯಗಳಲ್ಲಿ ಪೊಲೀಸರು ಬಳಸಿಕೊಳ್ಳಬಹುದಾದ ಡ್ರೋಣ್‌ಗಳ ಖರೀದಿಗಾಗಿ ರಾಜ್ಯ ಸರ್ಕಾರ ಅನುಮತಿ ನೀಡಿದೆ. ಬಿಡುಗಡೆ ಮಾಡಲಾಗಿದ್ದ ಆದೇಶದ ಪ್ರಕಾರ ಒಟ್ಟು 100 ಡ್ರೋನ್‌ಗಳನ್ನು ಖರೀದಿಸಲಾಗುವುದು. [87,1696,276,1856]
